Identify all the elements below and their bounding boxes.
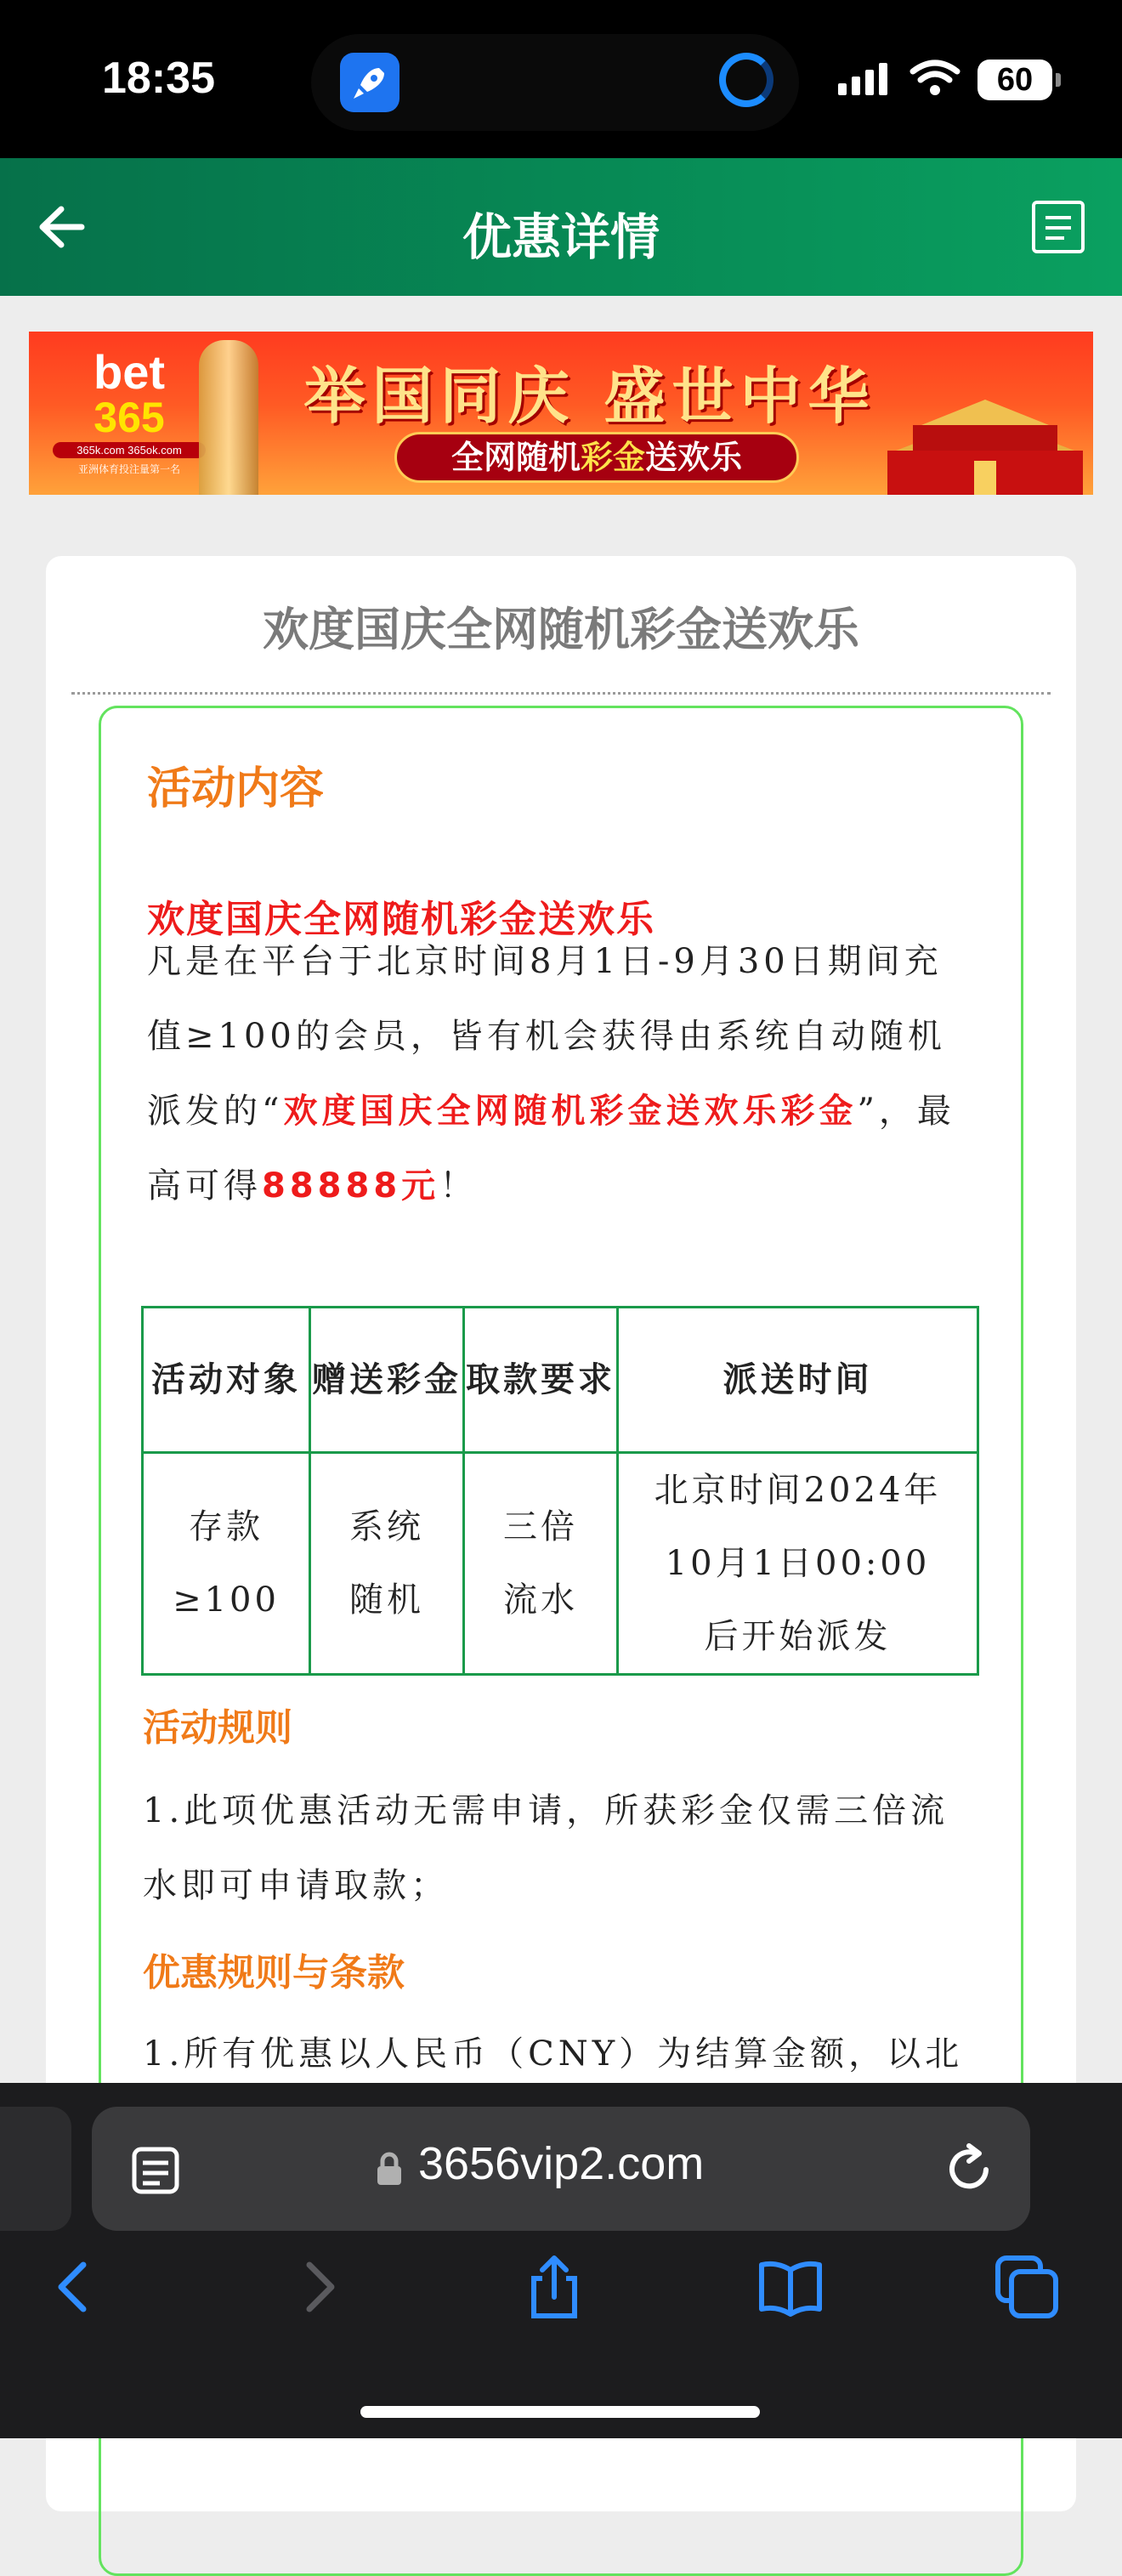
share-icon[interactable] (520, 2253, 588, 2321)
term-item: 1.所有优惠以人民币（CNY）为结算金额，以北 (143, 2034, 964, 2074)
page-title: 优惠详情 (462, 208, 660, 266)
rocket-icon[interactable] (340, 53, 400, 112)
url-text[interactable]: 3656vip2.com (418, 2138, 705, 2189)
reader-mode-icon[interactable] (131, 2146, 180, 2195)
cellular-signal-icon (836, 63, 896, 97)
promo-description: 凡是在平台于北京时间8月1日-9月30日期间充值≥100的会员，皆有机会获得由系统自动随机派发的“欢度国庆全网随机彩金送欢乐彩金”，最高可得88888元！ (147, 942, 955, 1206)
menu-list-icon[interactable] (1032, 201, 1085, 253)
back-icon[interactable] (41, 2253, 109, 2321)
bookmarks-icon[interactable] (756, 2253, 824, 2321)
clock: 18:35 (102, 54, 215, 103)
wifi-icon (910, 60, 960, 97)
table-cell: 存款≥100 (143, 1453, 310, 1675)
section-title-content: 活动内容 (147, 763, 325, 814)
promo-headline: 欢度国庆全网随机彩金送欢乐 (147, 898, 655, 941)
dynamic-island (311, 34, 799, 131)
table-header: 派送时间 (618, 1308, 978, 1453)
rule-item: 1.此项优惠活动无需申请，所获彩金仅需三倍流水即可申请取款； (143, 1791, 949, 1905)
table-header: 赠送彩金 (310, 1308, 464, 1453)
home-indicator (360, 2406, 760, 2418)
browser-toolbar (0, 2083, 1122, 2438)
page-header (0, 158, 1122, 296)
banner-title: 举国同庆 盛世中华 (303, 360, 876, 432)
tabs-icon[interactable] (993, 2253, 1061, 2321)
huabiao-pillar-image (199, 340, 258, 495)
table-header: 取款要求 (464, 1308, 618, 1453)
table-header: 活动对象 (143, 1308, 310, 1453)
reload-icon[interactable] (944, 2142, 996, 2195)
address-bar[interactable] (92, 2107, 1030, 2231)
previous-tab[interactable] (0, 2107, 71, 2231)
lock-icon (376, 2151, 403, 2187)
section-title-rules: 活动规则 (143, 1706, 292, 1750)
forward-icon[interactable] (284, 2253, 352, 2321)
status-bar (0, 0, 1122, 158)
section-title-terms: 优惠规则与条款 (143, 1951, 405, 1994)
table-cell: 系统随机 (310, 1453, 464, 1675)
progress-ring-icon (719, 53, 774, 107)
promo-banner[interactable] (29, 332, 1093, 495)
tiananmen-image (879, 366, 1091, 495)
bet365-logo: bet 365 365k.com 365ok.com 亚洲体育投注量第一名 (53, 349, 206, 474)
promo-rules-table (141, 1306, 979, 1676)
battery-indicator: 60 (978, 60, 1052, 100)
divider (71, 692, 1051, 695)
table-cell: 北京时间2024年10月1日00:00后开始派发 (618, 1453, 978, 1675)
promo-card-title: 欢度国庆全网随机彩金送欢乐 (263, 603, 859, 656)
table-cell: 三倍流水 (464, 1453, 618, 1675)
banner-subtitle: 全网随机彩金送欢乐 (394, 432, 799, 483)
